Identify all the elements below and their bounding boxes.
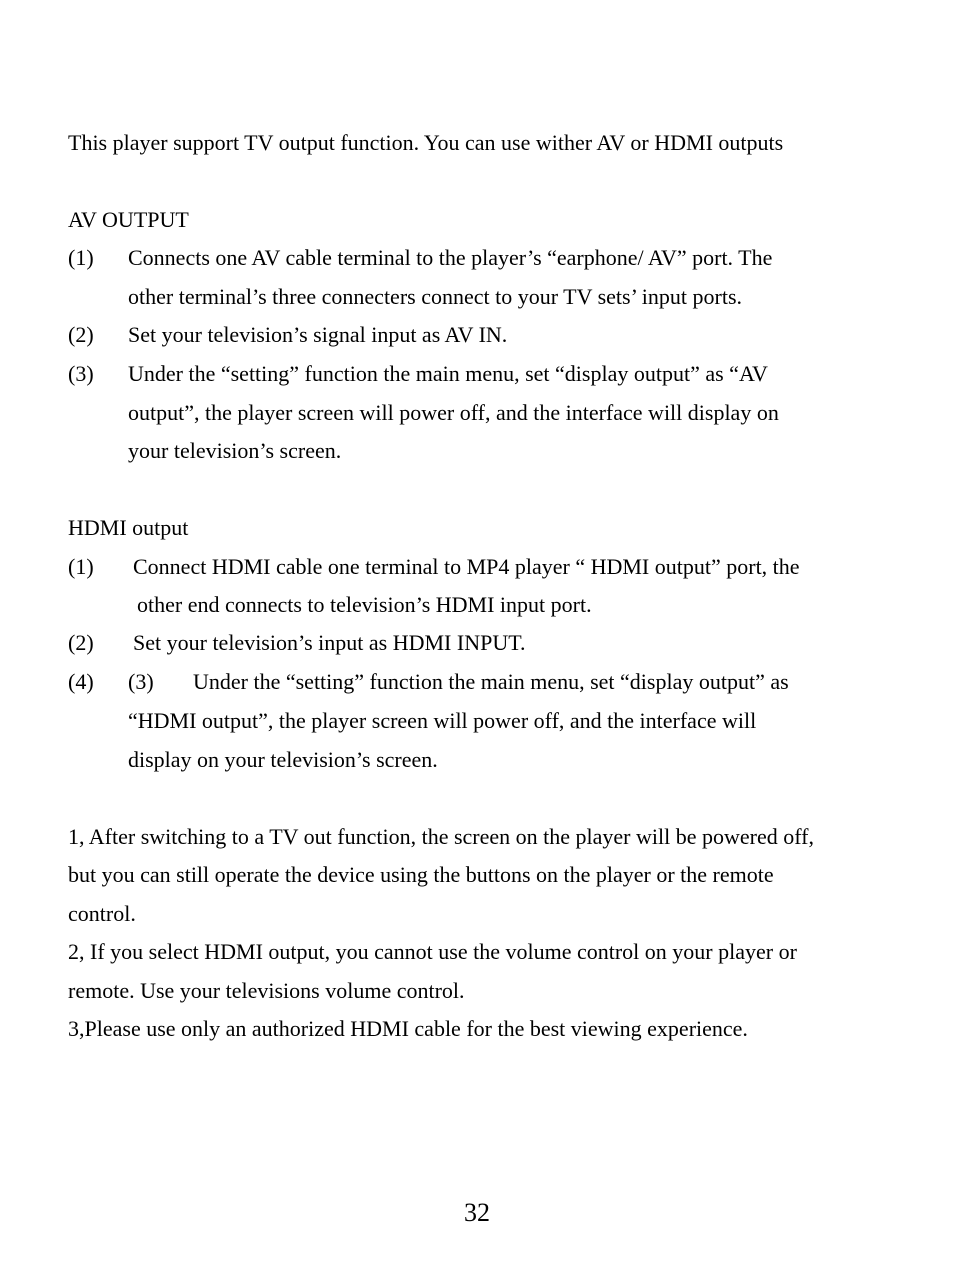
note-line-3: control.: [68, 901, 136, 926]
av-item-1-line-1: Connects one AV cable terminal to the player’s “earphone/ AV” port. The: [128, 245, 773, 270]
note-line-5: remote. Use your televisions volume control.: [68, 978, 465, 1003]
hdmi-item-3-subnumber: (3): [128, 669, 154, 694]
note-line-6: 3,Please use only an authorized HDMI cable for the best viewing experience.: [68, 1016, 748, 1041]
av-output-heading: AV OUTPUT: [68, 207, 189, 232]
hdmi-output-heading: HDMI output: [68, 515, 189, 540]
hdmi-item-2-number: (2): [68, 630, 94, 655]
av-item-3-line-2: output”, the player screen will power off, and the interface will display on: [128, 400, 779, 425]
hdmi-item-3-line-3: display on your television’s screen.: [128, 747, 438, 772]
intro-text: This player support TV output function. You can use wither AV or HDMI outputs: [68, 130, 784, 155]
hdmi-item-3-line-2: “HDMI output”, the player screen will power off, and the interface will: [128, 708, 757, 733]
note-line-1: 1, After switching to a TV out function, the screen on the player will be powered off,: [68, 824, 814, 849]
note-line-2: but you can still operate the device using the buttons on the player or the remote: [68, 862, 774, 887]
av-item-3-line-3: your television’s screen.: [128, 438, 342, 463]
av-item-1-line-2: other terminal’s three connecters connect to your TV sets’ input ports.: [128, 284, 743, 309]
av-item-2-number: (2): [68, 322, 94, 347]
hdmi-item-1-number: (1): [68, 554, 94, 579]
page-number: 32: [464, 1198, 490, 1227]
hdmi-item-2-line-1: Set your television’s input as HDMI INPUT.: [133, 630, 526, 655]
av-item-3-number: (3): [68, 361, 94, 386]
av-item-3-line-1: Under the “setting” function the main menu, set “display output” as “AV: [128, 361, 768, 386]
av-item-2-line-1: Set your television’s signal input as AV IN.: [128, 322, 508, 347]
hdmi-item-3-number: (4): [68, 669, 94, 694]
hdmi-item-1-line-1: Connect HDMI cable one terminal to MP4 player “ HDMI output” port, the: [133, 554, 800, 579]
hdmi-item-1-line-2: other end connects to television’s HDMI input port.: [137, 592, 592, 617]
av-item-1-number: (1): [68, 245, 94, 270]
note-line-4: 2, If you select HDMI output, you cannot use the volume control on your player or: [68, 939, 797, 964]
hdmi-item-3-line-1: Under the “setting” function the main menu, set “display output” as: [193, 669, 789, 694]
